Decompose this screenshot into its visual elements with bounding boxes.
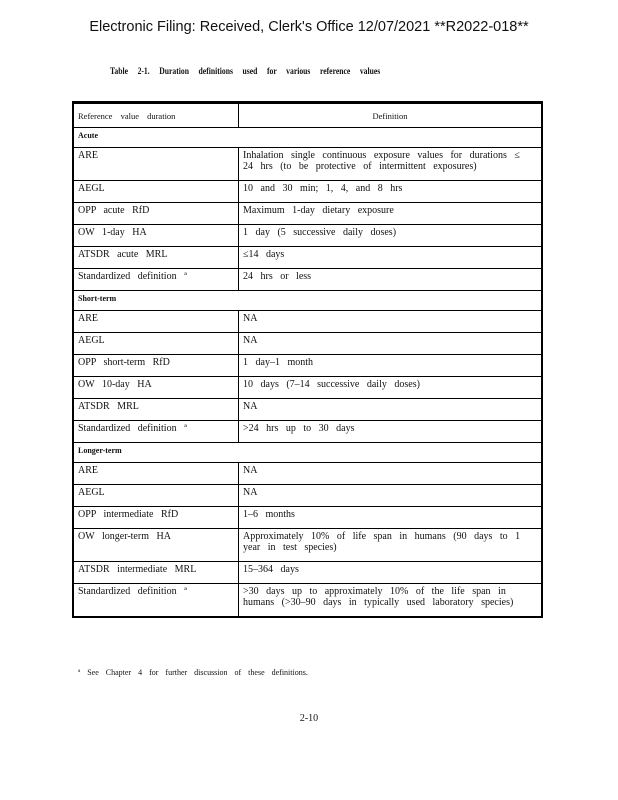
definition-cell: 1 day (5 successive daily doses): [239, 225, 542, 247]
reference-cell: Standardized definition ª: [74, 421, 239, 443]
section-row-longer-term: [74, 443, 542, 463]
definition-cell: Inhalation single continuous exposure values for durations ≤ 24 hrs (to be protective of intermittent exposures): [239, 148, 542, 181]
definition-cell: NA: [239, 311, 542, 333]
section-row-acute: [74, 128, 542, 148]
reference-cell: ARE: [74, 463, 239, 485]
definition-cell: NA: [239, 485, 542, 507]
reference-cell: Standardized definition ª: [74, 584, 239, 617]
definition-cell: ≤14 days: [239, 247, 542, 269]
definition-cell: NA: [239, 399, 542, 421]
table-row: [74, 311, 542, 333]
reference-cell: OW 1-day HA: [74, 225, 239, 247]
definition-cell: >24 hrs up to 30 days: [239, 421, 542, 443]
table-caption: Table 2-1. Duration definitions used for various reference values: [110, 66, 381, 76]
footnote: ª See Chapter 4 for further discussion of these definitions.: [78, 668, 308, 677]
table-row: [74, 399, 542, 421]
reference-cell: OPP intermediate RfD: [74, 507, 239, 529]
reference-cell: ATSDR MRL: [74, 399, 239, 421]
definition-cell: 10 days (7–14 successive daily doses): [239, 377, 542, 399]
table-row: [74, 148, 542, 181]
reference-cell: OW 10-day HA: [74, 377, 239, 399]
definition-cell: 15–364 days: [239, 562, 542, 584]
table-row: [74, 562, 542, 584]
reference-cell: OW longer-term HA: [74, 529, 239, 562]
column-header-definition: Definition: [239, 104, 542, 128]
reference-cell: ARE: [74, 148, 239, 181]
definition-cell: NA: [239, 463, 542, 485]
definition-cell: >30 days up to approximately 10% of the life span in humans (>30–90 days in typically used laboratory species): [239, 584, 542, 617]
reference-cell: ARE: [74, 311, 239, 333]
table-row: [74, 333, 542, 355]
table-header-row: [74, 104, 542, 128]
reference-cell: AEGL: [74, 181, 239, 203]
definition-cell: NA: [239, 333, 542, 355]
table-row: [74, 203, 542, 225]
reference-cell: OPP acute RfD: [74, 203, 239, 225]
table-row: [74, 377, 542, 399]
filing-header: Electronic Filing: Received, Clerk's Office 12/07/2021 **R2022-018**: [89, 19, 529, 35]
table-row: [74, 181, 542, 203]
section-row-short-term: [74, 291, 542, 311]
definition-cell: Maximum 1-day dietary exposure: [239, 203, 542, 225]
table-row: [74, 485, 542, 507]
reference-cell: OPP short-term RfD: [74, 355, 239, 377]
table-row: [74, 247, 542, 269]
column-header-reference: Reference value duration: [74, 104, 239, 128]
reference-cell: AEGL: [74, 485, 239, 507]
table-row: [74, 584, 542, 617]
duration-table: [72, 101, 543, 618]
section-title: Longer-term: [74, 443, 542, 463]
table-row: [74, 269, 542, 291]
section-title: Acute: [74, 128, 542, 148]
reference-cell: Standardized definition ª: [74, 269, 239, 291]
definition-cell: Approximately 10% of life span in humans (90 days to 1 year in test species): [239, 529, 542, 562]
table-row: [74, 225, 542, 247]
definition-cell: 10 and 30 min; 1, 4, and 8 hrs: [239, 181, 542, 203]
reference-cell: ATSDR acute MRL: [74, 247, 239, 269]
section-title: Short-term: [74, 291, 542, 311]
table-row: [74, 529, 542, 562]
definition-cell: 24 hrs or less: [239, 269, 542, 291]
table-row: [74, 463, 542, 485]
reference-cell: AEGL: [74, 333, 239, 355]
definition-cell: 1 day–1 month: [239, 355, 542, 377]
reference-cell: ATSDR intermediate MRL: [74, 562, 239, 584]
page-number: 2-10: [299, 713, 319, 724]
table-row: [74, 507, 542, 529]
table-row: [74, 355, 542, 377]
definition-cell: 1–6 months: [239, 507, 542, 529]
table-row: [74, 421, 542, 443]
